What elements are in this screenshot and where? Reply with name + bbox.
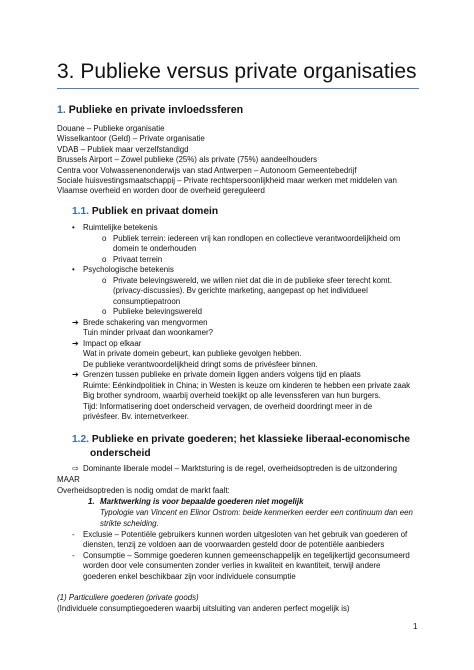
list-marker: • — [72, 265, 75, 274]
list-item: Privaat terrein — [113, 254, 163, 264]
intro-line: Centra voor Volwassenenonderwijs van stad Antwerpen – Autonoom Gemeentebedrijf — [57, 165, 357, 175]
page-number: 1 — [413, 622, 418, 631]
list-item: Publiek terrein: iedereen vrij kan rondlopen en collectieve verantwoordelijkheid om — [113, 233, 401, 243]
list-marker: - — [72, 550, 75, 560]
section-heading-1 — [57, 104, 243, 116]
section-title: Publieke en private invloedssferen — [68, 104, 244, 116]
list-item: Marktwerking is voor bepaalde goederen niet mogelijk — [100, 497, 304, 506]
list-marker: o — [102, 233, 107, 243]
list-item-cont: Tijd: Informatisering doet onderscheid vervagen, de overheid doordringt meer in de — [83, 401, 373, 411]
section-heading-1-2 — [72, 434, 410, 445]
title-underline — [57, 88, 419, 89]
list-item-cont: Tuin minder privaat dan woonkamer? — [83, 328, 213, 337]
list-item-cont: Overheidsoptreden is nodig omdat de markt faalt: — [57, 486, 230, 495]
list-item-cont: De publieke verantwoordelijkheid dringt soms de privésfeer binnen. — [83, 359, 318, 369]
list-item: Publieke belevingswereld — [113, 307, 203, 316]
list-item-cont: goederen enkel beschikbaar zijn voor individuele consumptie — [83, 571, 296, 581]
section-heading-1-2-cont — [90, 448, 151, 459]
list-marker: ⇨ — [72, 464, 79, 473]
list-item-cont: (privacy-discussies). Bv gerichte marketing, aangepast op het individueel — [113, 286, 368, 295]
list-item: Dominante liberale model – Marktsturing is de regel, overheidsoptreden is de uitzondering — [83, 464, 398, 473]
section-title: Publieke en private goederen; het klassieke liberaal-economische — [91, 434, 411, 445]
list-item: Grenzen tussen publieke en private domein liggen anders volgens tijd en plaats — [83, 370, 361, 379]
list-marker: • — [72, 223, 75, 232]
intro-line: Wisselkantoor (Geld) – Private organisatie — [57, 134, 205, 144]
list-marker: - — [72, 529, 75, 539]
list-marker: ➔ — [72, 338, 79, 348]
list-item: Impact op elkaar — [83, 338, 142, 348]
section-number: 1.2. — [72, 434, 89, 445]
list-item-cont: (1) Particuliere goederen (private goods) — [57, 593, 199, 602]
list-marker: ➔ — [72, 317, 79, 327]
list-item-cont: consumptiepatroon — [113, 296, 181, 306]
list-item: Private belevingswereld, we willen niet dat die in de publieke sfeer terecht komt. — [113, 275, 392, 285]
list-item: Exclusie – Potentiële gebruikers kunnen worden uitgesloten van het gebruik van goederen of — [83, 529, 408, 539]
list-marker: o — [102, 254, 107, 264]
intro-line: Brussels Airport – Zowel publieke (25%) als private (75%) aandeelhouders — [57, 155, 318, 165]
section-number: 1. — [57, 104, 66, 116]
list-item: Ruimtelijke betekenis — [83, 223, 158, 232]
list-item-cont: diensten, tenzij ze voldoen aan de voorwaarden gesteld door de potentiële aanbieders — [83, 540, 385, 549]
intro-line: VDAB – Publiek maar verzelfstandigd — [57, 144, 189, 154]
page-title: 3. Publieke versus private organisaties — [57, 60, 417, 83]
list-marker: ➔ — [72, 370, 79, 379]
list-item-cont: strikte scheiding. — [100, 518, 159, 528]
list-marker: o — [102, 275, 107, 285]
section-title-cont: onderscheid — [90, 448, 151, 459]
list-item-cont: Ruimte: Eénkindpolitiek in China; in Westen is keuze om kinderen te hebben een private zaak — [83, 380, 411, 390]
list-item: Brede schakering van mengvormen — [83, 317, 208, 327]
list-item: Consumptie – Sommige goederen kunnen gemeenschappelijk en tegelijkertijd geconsumeerd — [83, 550, 410, 560]
list-item-cont: Typologie van Vincent en Elinor Ostrom: beide kenmerken eerder een continuum dan een — [100, 508, 413, 517]
section-number: 1.1. — [72, 206, 89, 217]
intro-line: Douane – Publieke organisatie — [57, 124, 165, 133]
list-marker: o — [102, 307, 107, 316]
list-item-cont: domein te onderhouden — [113, 244, 197, 253]
section-title: Publiek en privaat domein — [91, 206, 219, 217]
list-item-cont: privésfeer. Bv. internetverkeer. — [83, 412, 189, 421]
section-heading-1-1 — [72, 206, 218, 217]
intro-line: Sociale huisvestingsmaatschappij – Private rechtspersoonlijkheid maar werken met middelen van — [57, 176, 397, 185]
list-item-cont: Wat in private domein gebeurt, kan publieke gevolgen hebben. — [83, 349, 302, 358]
list-item-cont: (Individuele consumptiegoederen waarbij uitsluiting van anderen perfect mogelijk is) — [57, 603, 350, 613]
intro-line: Vlaamse overheid en worden door de overheid gereguleerd — [57, 186, 265, 196]
list-item-cont: worden door vele consumenten zonder verlies in kwaliteit en kwantiteit, terwijl andere — [83, 561, 381, 570]
list-item: Psychologische betekenis — [83, 265, 174, 274]
list-marker: 1. — [88, 497, 95, 506]
list-item-cont: MAAR — [57, 475, 80, 484]
list-item-cont: Big brother syndroom, waarbij overheid toekijkt op alle levenssferen van hun burgers. — [83, 391, 381, 400]
